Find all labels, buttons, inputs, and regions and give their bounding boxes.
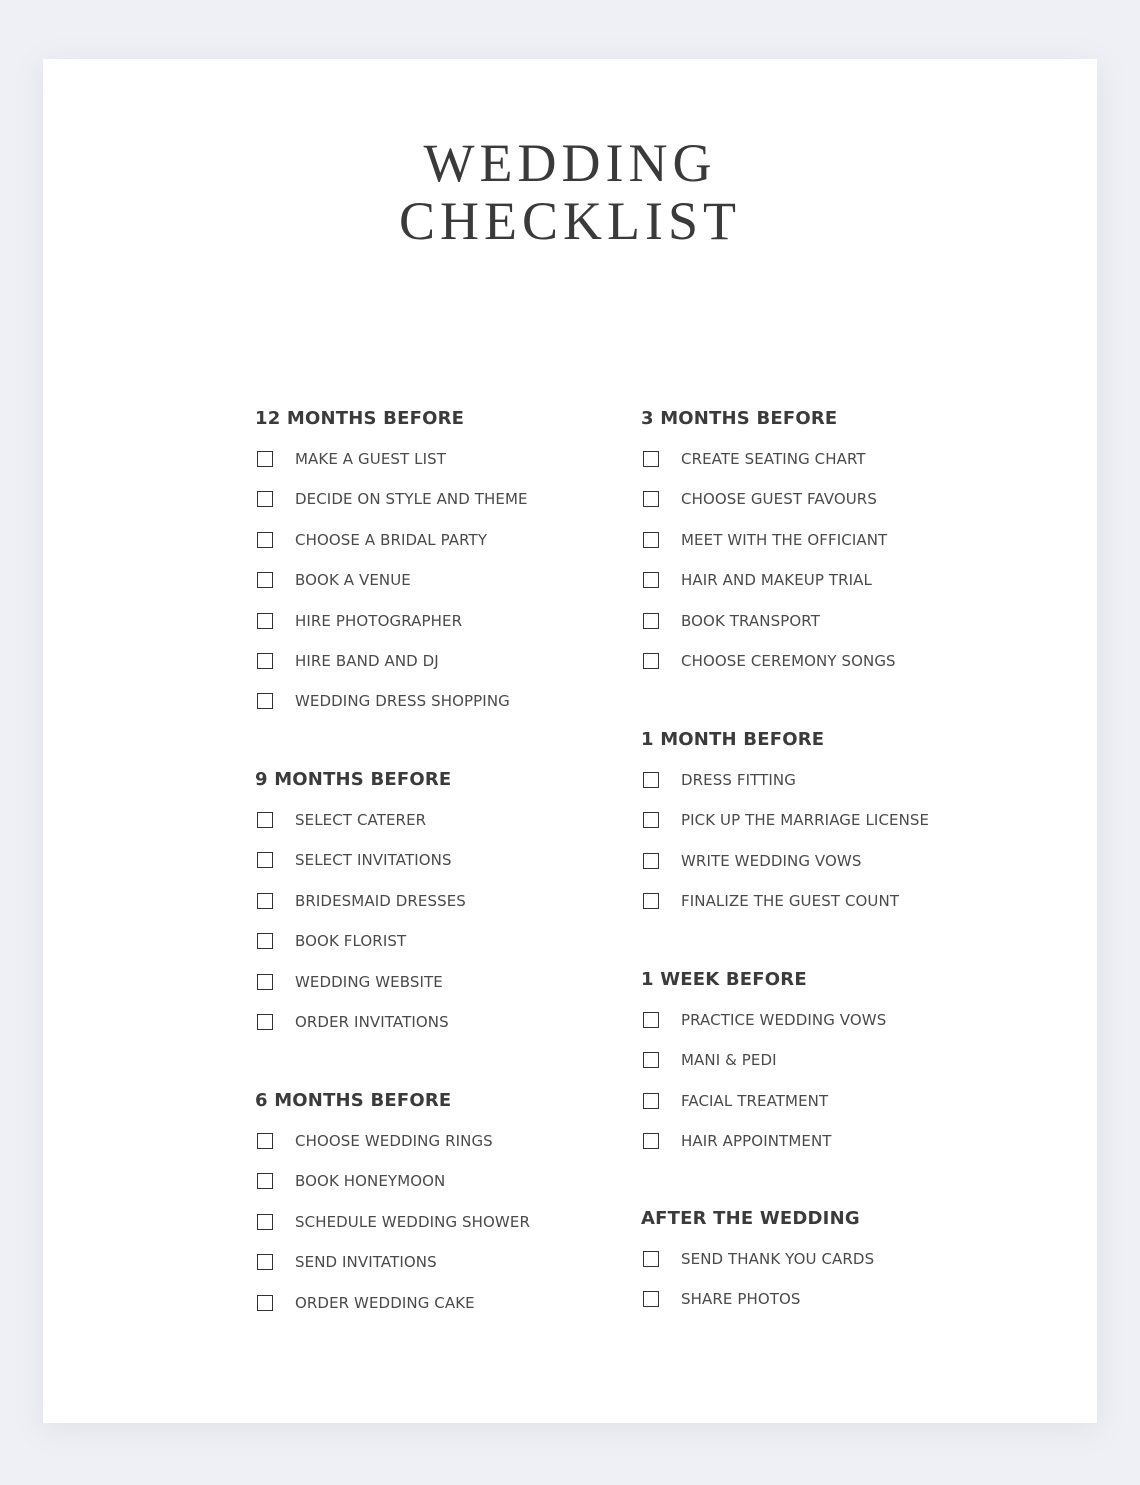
checklist-item-label: WEDDING DRESS SHOPPING bbox=[295, 692, 510, 711]
checkbox[interactable] bbox=[643, 812, 659, 828]
checklist-item[interactable] bbox=[641, 1091, 828, 1111]
section-heading: AFTER THE WEDDING bbox=[641, 1208, 860, 1229]
checkbox[interactable] bbox=[257, 653, 273, 669]
section-1-week-before bbox=[641, 969, 887, 1151]
checklist-item[interactable] bbox=[255, 1171, 445, 1191]
checkbox[interactable] bbox=[257, 1133, 273, 1149]
checklist-item-label: WEDDING WEBSITE bbox=[295, 972, 443, 991]
checklist-item-label: DRESS FITTING bbox=[681, 771, 796, 789]
checklist-item[interactable] bbox=[641, 651, 896, 671]
section-1-month-before bbox=[641, 729, 930, 911]
checklist-item[interactable] bbox=[255, 810, 426, 830]
checklist-item[interactable] bbox=[255, 570, 411, 590]
section-heading: 1 MONTH BEFORE bbox=[641, 729, 825, 750]
checklist-item-label: SELECT INVITATIONS bbox=[295, 851, 452, 870]
checklist-item[interactable] bbox=[641, 1010, 886, 1030]
checklist-item-label: HIRE PHOTOGRAPHER bbox=[295, 611, 463, 630]
checklist-item-label: MEET WITH THE OFFICIANT bbox=[681, 530, 888, 549]
checkbox[interactable] bbox=[643, 1251, 659, 1267]
checklist-item[interactable] bbox=[641, 611, 820, 631]
checklist-item[interactable] bbox=[255, 449, 446, 469]
checklist-item[interactable] bbox=[641, 770, 796, 790]
section-heading: 3 MONTHS BEFORE bbox=[641, 408, 838, 429]
checkbox[interactable] bbox=[643, 532, 659, 548]
checkbox[interactable] bbox=[257, 1214, 273, 1230]
checklist-item[interactable] bbox=[255, 1212, 530, 1232]
checklist-item[interactable] bbox=[641, 449, 866, 469]
checklist-item[interactable] bbox=[255, 651, 439, 671]
checklist-item[interactable] bbox=[641, 891, 899, 911]
checklist-item[interactable] bbox=[255, 489, 528, 509]
checklist-item-label: HAIR AND MAKEUP TRIAL bbox=[681, 571, 872, 590]
checklist-item-label: BOOK TRANSPORT bbox=[681, 611, 820, 630]
checklist-item[interactable] bbox=[641, 489, 877, 509]
checklist-item-label: HAIR APPOINTMENT bbox=[681, 1132, 832, 1151]
checkbox[interactable] bbox=[257, 812, 273, 828]
checklist-item[interactable] bbox=[255, 1012, 449, 1032]
checklist-item-label: MANI & PEDI bbox=[681, 1051, 777, 1070]
checkbox[interactable] bbox=[257, 693, 273, 709]
checklist-item-label: SEND INVITATIONS bbox=[295, 1253, 437, 1272]
checkbox[interactable] bbox=[643, 572, 659, 588]
checklist-item-label: CHOOSE A BRIDAL PARTY bbox=[295, 530, 488, 549]
checkbox[interactable] bbox=[257, 572, 273, 588]
checklist-item[interactable] bbox=[641, 530, 887, 550]
checklist-item-label: SCHEDULE WEDDING SHOWER bbox=[295, 1212, 530, 1231]
checkbox[interactable] bbox=[257, 1014, 273, 1030]
checklist-item[interactable] bbox=[255, 891, 466, 911]
checklist-item[interactable] bbox=[641, 1050, 777, 1070]
checkbox[interactable] bbox=[257, 974, 273, 990]
checklist-item-label: ORDER INVITATIONS bbox=[295, 1013, 449, 1031]
title-line-2: CHECKLIST bbox=[399, 191, 741, 251]
section-6-months-before bbox=[255, 1090, 530, 1312]
checklist-item[interactable] bbox=[255, 931, 406, 951]
checklist-item[interactable] bbox=[641, 851, 862, 871]
section-heading: 6 MONTHS BEFORE bbox=[255, 1090, 452, 1111]
checkbox[interactable] bbox=[257, 852, 273, 868]
checklist-item-label: BRIDESMAID DRESSES bbox=[295, 891, 466, 910]
checklist-item[interactable] bbox=[255, 691, 510, 711]
checklist-item-label: ORDER WEDDING CAKE bbox=[295, 1293, 475, 1312]
checklist-item[interactable] bbox=[641, 1131, 832, 1151]
checklist-item-label: BOOK HONEYMOON bbox=[295, 1172, 446, 1191]
checkbox[interactable] bbox=[643, 1012, 659, 1028]
checkbox[interactable] bbox=[643, 1133, 659, 1149]
checklist-item-label: CHOOSE WEDDING RINGS bbox=[295, 1132, 493, 1150]
checkbox[interactable] bbox=[643, 1093, 659, 1109]
checklist-item-label: WRITE WEDDING VOWS bbox=[681, 851, 862, 870]
checklist-page bbox=[43, 59, 1097, 1423]
checklist-item-label: SELECT CATERER bbox=[295, 811, 427, 829]
title-line-1: WEDDING bbox=[423, 133, 717, 193]
checklist-item[interactable] bbox=[641, 1289, 801, 1309]
checkbox[interactable] bbox=[643, 853, 659, 869]
checkbox[interactable] bbox=[643, 653, 659, 669]
checkbox[interactable] bbox=[257, 1173, 273, 1189]
section-3-months-before bbox=[641, 408, 896, 670]
checklist-item[interactable] bbox=[641, 1249, 874, 1269]
checkbox[interactable] bbox=[257, 1254, 273, 1270]
checkbox[interactable] bbox=[257, 933, 273, 949]
checklist-item[interactable] bbox=[641, 810, 929, 830]
checkbox[interactable] bbox=[643, 491, 659, 507]
checklist-item[interactable] bbox=[641, 570, 872, 590]
section-9-months-before bbox=[255, 769, 466, 1031]
section-heading: 1 WEEK BEFORE bbox=[641, 969, 807, 990]
checklist-item-label: DECIDE ON STYLE AND THEME bbox=[295, 490, 528, 509]
checklist-item-label: BOOK A VENUE bbox=[295, 571, 411, 590]
checkbox[interactable] bbox=[643, 1291, 659, 1307]
checkbox[interactable] bbox=[257, 1295, 273, 1311]
checkbox[interactable] bbox=[643, 613, 659, 629]
checklist-item[interactable] bbox=[255, 972, 443, 992]
checklist-item-label: BOOK FLORIST bbox=[295, 932, 407, 951]
checklist-item-label: PRACTICE WEDDING VOWS bbox=[681, 1011, 887, 1029]
checklist-item-label: FINALIZE THE GUEST COUNT bbox=[681, 892, 900, 911]
checklist-item[interactable] bbox=[255, 850, 452, 870]
section-after-the-wedding bbox=[641, 1208, 875, 1309]
checklist-item[interactable] bbox=[255, 1252, 437, 1272]
checkbox[interactable] bbox=[257, 893, 273, 909]
checklist-item[interactable] bbox=[255, 530, 487, 550]
checkbox[interactable] bbox=[257, 491, 273, 507]
checklist-item[interactable] bbox=[255, 1131, 493, 1151]
checklist-item[interactable] bbox=[255, 611, 462, 631]
checkbox[interactable] bbox=[643, 772, 659, 788]
checkbox[interactable] bbox=[257, 613, 273, 629]
section-heading: 12 MONTHS BEFORE bbox=[255, 408, 465, 429]
checklist-item[interactable] bbox=[255, 1293, 475, 1313]
checklist-item-label: PICK UP THE MARRIAGE LICENSE bbox=[681, 811, 930, 830]
checkbox[interactable] bbox=[257, 451, 273, 467]
checkbox[interactable] bbox=[643, 451, 659, 467]
checkbox[interactable] bbox=[257, 532, 273, 548]
checklist-item-label: SHARE PHOTOS bbox=[681, 1290, 801, 1309]
checkbox[interactable] bbox=[643, 893, 659, 909]
checklist-item-label: MAKE A GUEST LIST bbox=[295, 450, 447, 468]
section-12-months-before bbox=[255, 408, 528, 711]
checklist-item-label: HIRE BAND AND DJ bbox=[295, 652, 439, 670]
checklist-item-label: CHOOSE GUEST FAVOURS bbox=[681, 490, 877, 509]
checklist-item-label: CHOOSE CEREMONY SONGS bbox=[681, 652, 896, 670]
checklist-item-label: SEND THANK YOU CARDS bbox=[681, 1250, 875, 1268]
section-heading: 9 MONTHS BEFORE bbox=[255, 769, 452, 790]
checklist-item-label: FACIAL TREATMENT bbox=[681, 1091, 829, 1110]
checkbox[interactable] bbox=[643, 1052, 659, 1068]
checklist-item-label: CREATE SEATING CHART bbox=[681, 450, 866, 468]
